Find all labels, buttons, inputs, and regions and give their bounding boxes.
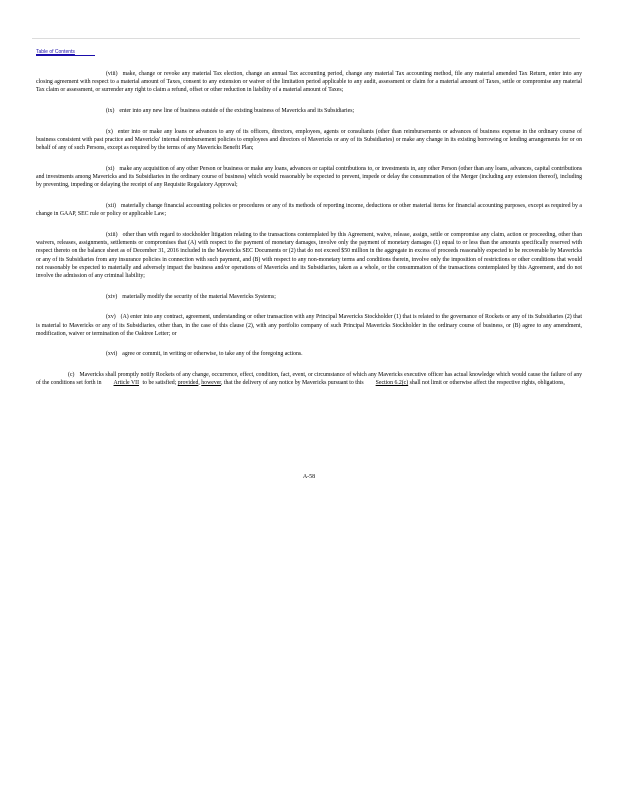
clause-text: materially modify the security of the material Mavericks Systems;: [122, 293, 276, 300]
clause-text: enter into any new line of business outside of the existing business of Mavericks and its Subsidiaries;: [119, 108, 355, 115]
provided-term: provided: [177, 380, 199, 387]
paragraph-xv: [36, 313, 582, 338]
paragraph-c: [36, 371, 582, 387]
clause-label: (xvi): [106, 351, 118, 358]
clause-label: (xiv): [106, 293, 118, 300]
paragraph-xvi: [36, 350, 582, 358]
clause-label: (viii): [106, 71, 118, 77]
clause-text: other than with regard to stockholder litigation relating to the transactions contemplated by this Agreement, waive, release, assign, settle or compromise any claim, action or proceeding, other than waivers, releases, assignments, settlements or compromises that (A) with respect to the payment of monetary damages, involve only the payment of monetary damages (1) equal to or less than the amounts specifically reserved with respect thereto on the balance sheet as of December 31, 2016 included in the Mavericks SEC Documents or (2) that do not exceed $50 million in the aggregate in excess of proceeds reasonably expected to be recoverable by Mavericks or any of its Subsidiaries from any insurance policies in connection with such payment, and (B) with respect to any non-monetary terms and conditions therein, involve only the imposition of restrictions or other conditions that would not reasonably be expected to materially and adversely impact the business and/or operations of Mavericks and its Subsidiaries, taken as a whole, or the consummation of the transactions contemplated by this Agreement, and do not involve the admission of any criminal liability;: [36, 231, 582, 279]
clause-text: make, change or revoke any material Tax election, change an annual Tax accounting period, change any material Tax accounting method, file any material amended Tax Return, enter into any closing agreement with respect to a material amount of Taxes, consent to any extension or waiver of the limitation period applicable to any audit, assessment or claim for a material amount of Taxes, settle or compromise any material Tax claim or assessment, or surrender any right to claim a refund, offset or other reduction in liability of a material amount of Taxes;: [36, 71, 582, 94]
paragraph-xiv: [36, 293, 582, 301]
table-of-contents-link[interactable]: Table of Contents: [36, 49, 95, 56]
paragraph-xiii: [36, 231, 582, 280]
clause-label: (ix): [106, 108, 115, 115]
clause-label: (x): [106, 128, 113, 135]
clause-text: materially change financial accounting policies or procedures or any of its methods of reporting income, deductions or other material items for financial accounting purposes, except as required by a change in GAAP, SEC rule or policy or applicable Law;: [36, 203, 582, 218]
paragraph-xi: [36, 165, 582, 190]
clause-text: (A) enter into any contract, agreement, understanding or other transaction with any Principal Mavericks Stockholder (1) that is related to the governance of Rockets or any of its Subsidiaries (2) that is material to Mavericks or any of its Subsidiaries, other than, in the case of this clause (2), with any portfolio company of such Principal Mavericks Stockholder in the ordinary course of business, or (B) agree to any amendment, modification, waiver or termination of the Oaktree Letter; or: [36, 314, 582, 337]
article-vii-link[interactable]: Article VII: [113, 380, 140, 387]
section-label: (c): [68, 372, 75, 379]
clause-label: (xiii): [106, 231, 118, 238]
clause-text: make any acquisition of any other Person or business or make any loans, advances or capital contributions to, or investments in, any other Person (other than any loans, advances, capital contributions and investments among Mavericks and its Subsidiaries in the ordinary course of business) which would reasonably be expected to prevent, impede or delay the consummation of the Merger (including any extension thereof), including by preventing, impeding or delaying the receipt of any Requisite Regulatory Approval;: [36, 165, 582, 189]
clause-text: enter into or make any loans or advances to any of its officers, directors, employees, agents or consultants (other than reimbursements or advances of business expense in the ordinary course of business consistent with past practice and Mavericks' internal reimbursement policies to employees and directors of Mavericks or any of its Subsidiaries) or make any change in its existing borrowing or lending arrangements for or on behalf of any of such Persons, except as required by the terms of any Mavericks Benefit Plan;: [36, 128, 582, 152]
clause-text: agree or commit, in writing or otherwise, to take any of the foregoing actions.: [122, 351, 303, 358]
section-text: ,: [198, 380, 200, 387]
section-text: shall not limit or otherwise affect the respective rights, obligations,: [409, 380, 565, 387]
section-text: Mavericks shall promptly notify Rockets of any change, occurrence, effect, condition, fact, event, or circumstance of which any Mavericks executive officer has actual knowledge which would cause the failure of any of the conditions set forth in: [36, 372, 582, 387]
paragraph-xii: [36, 202, 582, 218]
paragraph-viii: [36, 70, 582, 95]
header-divider: [32, 38, 580, 39]
section-text: to be satisfied;: [142, 380, 177, 387]
section-6-2-c-link[interactable]: Section 6.2(c): [375, 380, 409, 387]
clause-label: (xi): [106, 165, 115, 172]
paragraph-x: [36, 128, 582, 153]
document-body: [36, 70, 582, 400]
clause-label: (xv): [106, 314, 116, 321]
section-text: , that the delivery of any notice by Mavericks pursuant to this: [221, 380, 364, 387]
however-term: however: [201, 380, 221, 387]
paragraph-ix: [36, 107, 582, 115]
clause-label: (xii): [106, 203, 116, 210]
page-number: A-58: [302, 474, 316, 480]
